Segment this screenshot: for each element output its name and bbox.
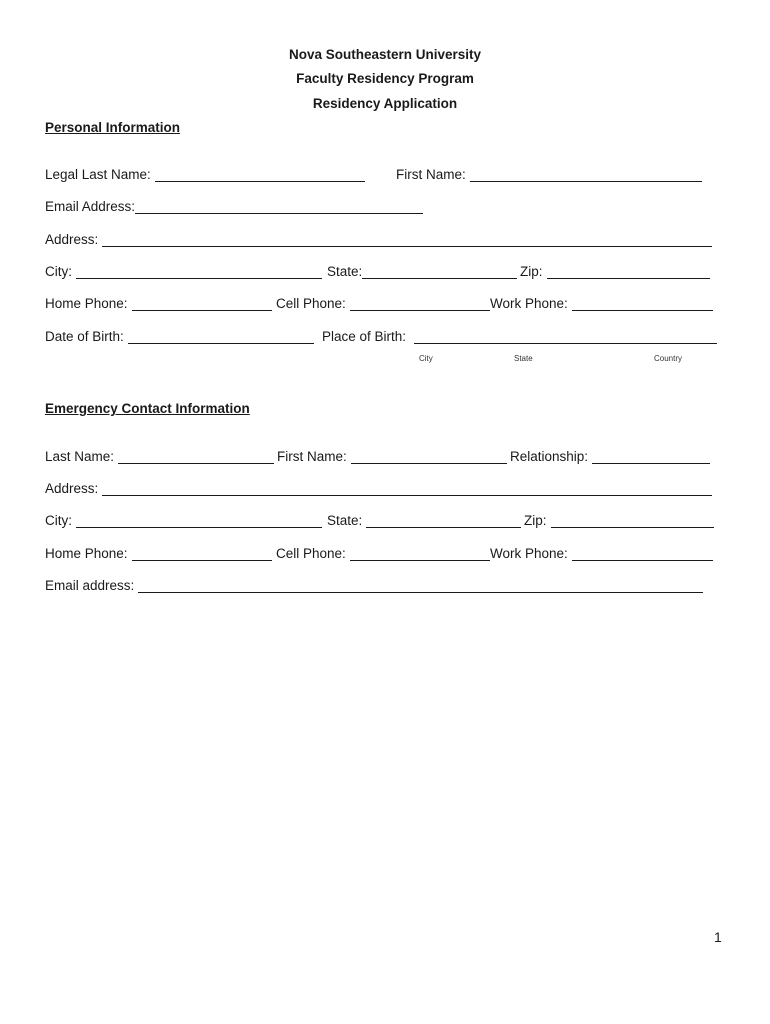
date-of-birth-label: Date of Birth: xyxy=(45,329,124,344)
place-of-birth-label: Place of Birth: xyxy=(322,329,407,344)
legal-last-name-line[interactable] xyxy=(155,168,365,182)
first-name-line[interactable] xyxy=(470,168,702,182)
emergency-home-phone-label: Home Phone: xyxy=(45,546,128,561)
emergency-address-field[interactable] xyxy=(45,480,712,498)
emergency-zip-field[interactable] xyxy=(524,512,714,530)
home-phone-field[interactable] xyxy=(45,295,272,313)
personal-city-row xyxy=(45,263,725,281)
place-of-birth-field[interactable] xyxy=(322,328,717,346)
emergency-address-label: Address: xyxy=(45,481,99,496)
pob-country-caption: Country xyxy=(654,354,683,363)
cell-phone-label: Cell Phone: xyxy=(276,296,346,311)
emergency-home-phone-line[interactable] xyxy=(132,547,272,561)
emergency-last-name-field[interactable] xyxy=(45,448,274,466)
emergency-first-name-line[interactable] xyxy=(351,450,507,464)
emergency-state-label: State: xyxy=(327,513,363,528)
university-title: Nova Southeastern University xyxy=(288,47,482,62)
city-field[interactable] xyxy=(45,263,322,281)
program-title: Faculty Residency Program xyxy=(296,71,474,86)
emergency-email-row xyxy=(45,577,725,595)
emergency-email-line[interactable] xyxy=(138,579,703,593)
personal-phone-row xyxy=(45,295,725,313)
place-of-birth-line[interactable] xyxy=(414,330,717,344)
emergency-work-phone-field[interactable] xyxy=(490,545,713,563)
city-label: City: xyxy=(45,264,72,279)
address-label: Address: xyxy=(45,232,99,247)
work-phone-line[interactable] xyxy=(572,297,713,311)
zip-line[interactable] xyxy=(547,265,710,279)
emergency-work-phone-line[interactable] xyxy=(572,547,713,561)
address-field[interactable] xyxy=(45,231,712,249)
relationship-line[interactable] xyxy=(592,450,710,464)
emergency-work-phone-label: Work Phone: xyxy=(490,546,568,561)
work-phone-label: Work Phone: xyxy=(490,296,568,311)
emergency-contact-heading: Emergency Contact Information xyxy=(45,401,250,416)
state-label: State: xyxy=(327,264,363,279)
emergency-last-name-line[interactable] xyxy=(118,450,274,464)
home-phone-label: Home Phone: xyxy=(45,296,128,311)
legal-last-name-label: Legal Last Name: xyxy=(45,167,151,182)
work-phone-field[interactable] xyxy=(490,295,713,313)
personal-name-row xyxy=(45,166,725,184)
emergency-email-field[interactable] xyxy=(45,577,703,595)
emergency-first-name-field[interactable] xyxy=(277,448,507,466)
emergency-name-row xyxy=(45,448,725,466)
emergency-state-line[interactable] xyxy=(366,514,521,528)
emergency-city-label: City: xyxy=(45,513,72,528)
cell-phone-field[interactable] xyxy=(276,295,490,313)
emergency-cell-phone-line[interactable] xyxy=(350,547,490,561)
zip-field[interactable] xyxy=(520,263,710,281)
emergency-last-name-label: Last Name: xyxy=(45,449,115,464)
emergency-first-name-label: First Name: xyxy=(277,449,347,464)
emergency-cell-phone-field[interactable] xyxy=(276,545,490,563)
relationship-label: Relationship: xyxy=(510,449,589,464)
emergency-phone-row xyxy=(45,545,725,563)
emergency-city-field[interactable] xyxy=(45,512,322,530)
relationship-field[interactable] xyxy=(510,448,710,466)
emergency-zip-label: Zip: xyxy=(524,513,547,528)
first-name-field[interactable] xyxy=(396,166,702,184)
emergency-address-line[interactable] xyxy=(102,482,712,496)
emergency-cell-phone-label: Cell Phone: xyxy=(276,546,346,561)
email-address-field[interactable] xyxy=(45,198,423,216)
pob-state-caption: State xyxy=(514,354,533,363)
cell-phone-line[interactable] xyxy=(350,297,490,311)
city-line[interactable] xyxy=(76,265,322,279)
personal-address-row xyxy=(45,231,725,249)
emergency-home-phone-field[interactable] xyxy=(45,545,272,563)
email-address-label: Email Address: xyxy=(45,199,136,214)
address-line[interactable] xyxy=(102,233,712,247)
email-address-line[interactable] xyxy=(135,200,423,214)
emergency-zip-line[interactable] xyxy=(551,514,714,528)
personal-info-heading: Personal Information xyxy=(45,120,181,135)
emergency-city-row xyxy=(45,512,725,530)
home-phone-line[interactable] xyxy=(132,297,272,311)
date-of-birth-line[interactable] xyxy=(128,330,314,344)
legal-last-name-field[interactable] xyxy=(45,166,365,184)
first-name-label: First Name: xyxy=(396,167,466,182)
pob-city-caption: City xyxy=(419,354,433,363)
emergency-address-row xyxy=(45,480,725,498)
page-number: 1 xyxy=(714,929,722,945)
emergency-state-field[interactable] xyxy=(327,512,521,530)
state-line[interactable] xyxy=(362,265,517,279)
personal-email-row xyxy=(45,198,725,216)
personal-birth-row xyxy=(45,328,725,346)
date-of-birth-field[interactable] xyxy=(45,328,314,346)
emergency-city-line[interactable] xyxy=(76,514,322,528)
zip-label: Zip: xyxy=(520,264,543,279)
emergency-email-label: Email address: xyxy=(45,578,135,593)
state-field[interactable] xyxy=(327,263,517,281)
form-title: Residency Application xyxy=(312,96,458,111)
